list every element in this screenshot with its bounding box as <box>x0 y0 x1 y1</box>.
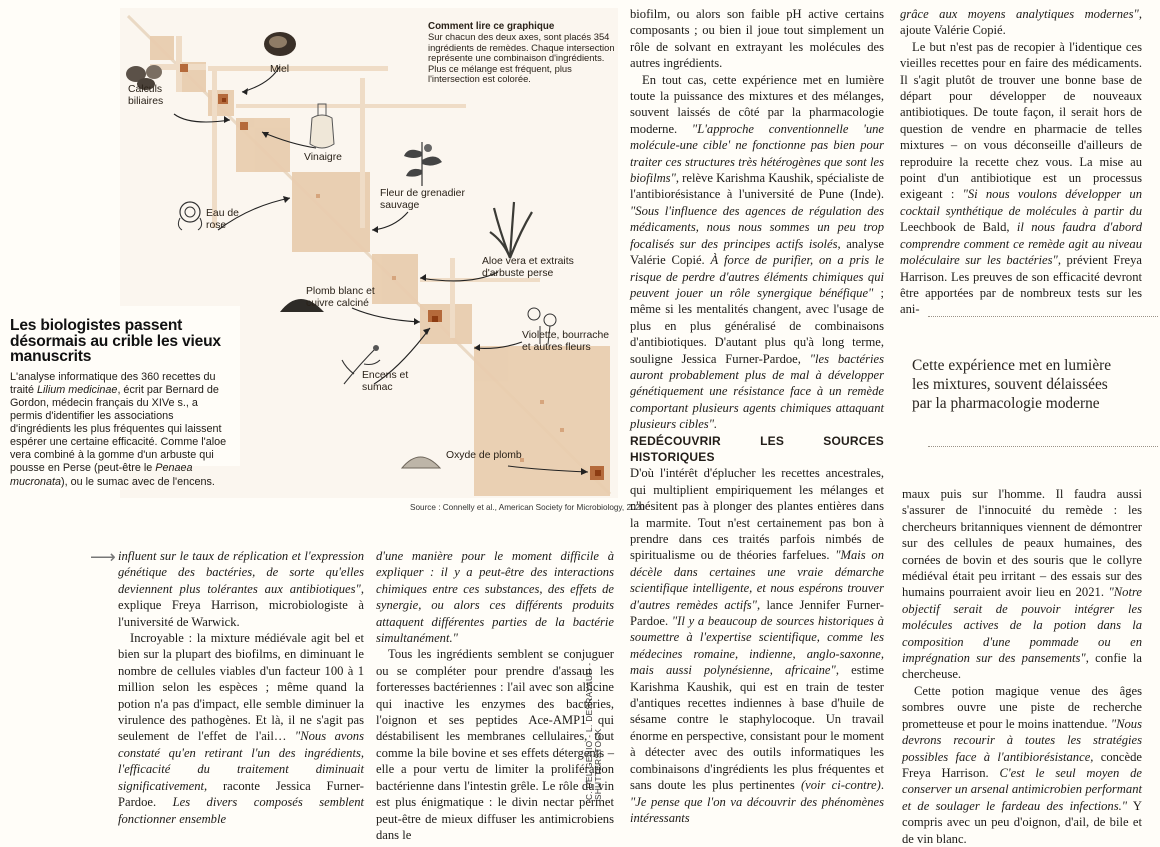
paragraph <box>900 39 1142 318</box>
column-bottom-1 <box>118 548 364 827</box>
text-run: ; même si les mentalités changent, avec l'usage de plus en plus généralisé de combinaisons d'antibiotiques. D'autant plus qu'à long terme, souligne Jessica Furner-Pardoe, <box>630 285 884 366</box>
quote: C'est le seul moyen de conserver un arsenal antimicrobien performant et de soulager le fardeau des infections." <box>902 765 1143 813</box>
text-run: , relève Karishma Kaushik, spécialiste de l'antibiorésistance à l'université de Pune (Inde). <box>630 171 884 202</box>
sidebar-text-italic-2: Penaea mucronata <box>10 462 193 488</box>
quote: "Sous l'influence des agences de régulation des médicaments, nous nous sommes un peu trop focalisés sur des principes actifs isolés, <box>630 203 884 251</box>
matrix-texture <box>392 276 396 280</box>
text-run: , explique Freya Harrison, microbiologiste à l'université de Warwick. <box>118 581 364 629</box>
quote: il nous faudra d'abord comprendre comment ce remède agit au niveau moléculaire sur les bactéries" <box>900 220 1142 268</box>
matrix-cell <box>208 66 388 71</box>
matrix-block <box>150 36 174 60</box>
quote: influent sur le taux de réplication et l'expression génétique des bactéries, de sorte qu'elles deviennent plus tolérantes aux antibiotiques" <box>118 549 364 596</box>
quote: "Il y a beaucoup de sources historiques à soumettre à l'expertise scientifique, comme les médecines romaine, indienne, anglo-saxonne, mais aussi polynésienne, africaine" <box>630 614 884 678</box>
quote: Les divers composés semblent fonctionner ensemble <box>118 795 364 826</box>
matrix-hotspot <box>180 64 188 72</box>
quote: "les bactéries auront probablement plus de mal à développer génétiquement une résistance face à un remède comportant plusieurs agents chimiques attaquant plusieurs cibles". <box>630 351 884 432</box>
paragraph <box>902 486 1142 683</box>
label-violette: Violette, bourrache et autres fleurs <box>522 330 610 353</box>
text-run: En tout cas, cette expérience met en lumière toute la puissance des mixtures et des mélanges, souvent laissés de côté par la pharmacologie moderne. <box>630 72 884 136</box>
label-plomb-blanc: Plomb blanc et cuivre calciné <box>306 286 375 309</box>
matrix-hotspot-dark <box>222 98 226 102</box>
quote: "L'approche conventionnelle 'une molécule-une cible' ne fonctionne pas bien pour traiter ces structures très hétérogènes que sont les biofilms" <box>630 121 885 186</box>
quote: "Notre objectif serait de pouvoir intégrer les molécules actives de la potion dans la composition d'une pommade ou en imprégnation sur des pansements" <box>902 585 1142 666</box>
text-run: Y compris avec un peu d'oignon, d'ail, de bile et de vin blanc. <box>902 798 1143 846</box>
arrowhead <box>372 226 378 233</box>
how-to-read-title: Comment lire ce graphique <box>428 21 555 32</box>
text-run: Cette potion magique venue des âges sombres ouvre une piste de recherche prometteuse et pour le moins inattendue. <box>902 683 1142 731</box>
matrix-hotspot-dark <box>595 470 601 476</box>
text-run: . <box>880 778 884 793</box>
sidebar-text-italic-1: Lilium medicinae <box>37 383 118 396</box>
arrowhead <box>414 318 420 325</box>
honeycomb-illustration <box>264 32 296 56</box>
column-top-right <box>900 6 1142 318</box>
paragraph <box>630 72 884 433</box>
quote: "Nous devrons recourir à toutes les stratégies possibles face à l'antibiorésistance, <box>902 716 1142 764</box>
text-run: D'où l'intérêt d'éplucher les recettes ancestrales, qui multiplient empiriquement les mélanges et n'hésitent pas à plonger des plantes entières dans la marmite. Tout n'est certainement pas bon à prendre dans ces traités parfois nimbés de spiritualisme ou de théories farfelues. <box>630 466 884 563</box>
arrowhead <box>283 196 290 203</box>
label-eau-de-rose: Eau de rose <box>206 208 239 231</box>
matrix-block <box>292 172 370 252</box>
text-run: raconte Jessica Furner-Pardoe. <box>118 778 364 810</box>
rose-illustration <box>178 202 201 230</box>
pull-quote-rule-top <box>928 316 1158 317</box>
label-vinaigre: Vinaigre <box>304 152 342 163</box>
text-run: , prévient Freya Harrison. Les preuves de son efficacité devront être apportées par de nombreux tests sur les ani- <box>900 253 1142 317</box>
quote: d'une manière pour le moment difficile à expliquer : il y a peut-être des interactions chimiques entre ces substances, des effets de synergie, ou alors ces différents produits attaquent différentes parties de la bactérie simultanément." <box>376 549 614 646</box>
label-aloe: Aloe vera et extraits d'arbuste perse <box>482 256 574 279</box>
photo-credit: C. DEL GENIO - L. DESRAYAUD - SHUTTERSTOCK <box>585 662 603 800</box>
label-grenadier: Fleur de grenadier sauvage <box>380 188 465 211</box>
text-run: , estime Karishma Kaushik, qui est en train de tester d'antiques recettes indiennes à base d'huile de sésame contre le staphylocoque. Un travail énorme en perspective, consistant pour le moment à détecter avec des outils informatiques les combinaisons d'ingrédients les plus fréquentes et sans doute les plus pertinentes <box>630 663 885 793</box>
how-to-read-note <box>428 22 618 84</box>
pomegranate-flower-illustration <box>404 142 442 186</box>
paragraph <box>902 683 1142 847</box>
paragraph <box>900 6 1142 39</box>
matrix-texture <box>540 400 544 404</box>
matrix-texture <box>316 194 320 198</box>
paragraph <box>118 548 364 630</box>
see-also-reference: (voir ci-contre) <box>800 778 881 793</box>
section-subhead: REDÉCOUVRIR LES SOURCES HISTORIQUES <box>630 433 884 464</box>
paragraph <box>118 630 364 827</box>
text-run: , ajoute Valérie Copié. <box>900 7 1142 38</box>
label-encens: Encens et sumac <box>362 370 409 393</box>
paragraph <box>630 465 884 826</box>
quote: "Si nous voulons développer un cocktail synthétique de molécules à partir du <box>900 187 1142 218</box>
label-oxyde: Oxyde de plomb <box>446 450 522 461</box>
matrix-hotspot-dark <box>432 316 438 322</box>
text-run: analyse Valérie Copié. <box>630 236 884 268</box>
pull-quote-rule-bottom <box>928 446 1158 447</box>
matrix-cell <box>236 104 466 108</box>
sidebar-text-2: , écrit par Bernard de Gordon, médecin français du XIVe s., a permis d'identifier les associations d'ingrédients les plus fréquentes qui laissent espérer une certaine efficacité. Comme l'aloe vera combiné à la gomme d'un arbuste qui pousse en Perse (peut-être le <box>10 383 227 475</box>
sidebar-title: Les biologistes passent désormais au crible les vieux manuscrits <box>10 317 221 366</box>
column-top-middle <box>630 6 884 826</box>
label-calculs-biliaires: Calculs biliaires <box>128 84 164 107</box>
matrix-block <box>420 304 472 344</box>
matrix-cell <box>360 78 365 228</box>
text-run: Incroyable : la mixture médiévale agit bel et bien sur la plupart des biofilms, en diminuant le nombre de cellules viables d'un facteur 100 à 1 million selon les espèces ; même quand la potion n'a pas d'impact, elle semble diminuer la virulence des pathogènes. Et là, il ne s'agit pas seulement de l'effet de l'ail… <box>118 631 364 744</box>
quote: "Mais on décèle dans certaines une vraie démarche scientifique intelligente, et nous espérons trouver d'autres remèdes actifs" <box>630 548 885 612</box>
text-run: maux puis sur l'homme. Il faudra aussi s'assurer de l'innocuité du remède : les chercheurs britanniques viennent de démontrer sur des cellules de peaux humaines, des cornées de bovin et des souris que le collyre médiéval était peu irritant – des essais sur des humains pourraient avoir lieu en 2021. <box>902 487 1142 600</box>
quote: "Je pense que l'on va découvrir des phénomènes intéressants <box>630 794 884 825</box>
sidebar-text-1: L'analyse informatique des 360 recettes du traité <box>10 370 216 396</box>
matrix-texture <box>560 428 564 432</box>
figure-source: Source : Connelly et al., American Society for Microbiology, 2020 <box>410 503 645 512</box>
arrow-plomb <box>352 308 420 322</box>
quote: "Nous avons constaté qu'en retirant l'un des ingrédients, l'efficacité du traitement diminuait significativement, <box>118 729 364 793</box>
continuation-arrow-icon: ⟶ <box>90 547 116 568</box>
aloe-illustration <box>490 202 532 258</box>
text-run: Le but n'est pas de recopier à l'identique ces vieilles recettes pour en faire des médicaments. Il s'agit plutôt de trouver une bonne base de départ pour développer de nouveaux antibiotiques. De toute façon, il serait hors de question de vendre en pharmacie de telles mixtures – on vous déconseille d'ailleurs de reproduire la recette chez vous. La mise au point d'un antibiotique est un processus exigeant : <box>900 39 1142 202</box>
text-run: concède Freya Harrison. <box>902 749 1142 780</box>
lead-oxide-illustration <box>402 457 440 468</box>
matrix-cell <box>450 258 455 338</box>
column-bottom-3 <box>902 486 1142 847</box>
sidebar-text <box>10 371 232 489</box>
pull-quote: Cette expérience met en lumière les mixtures, souvent délaissées par la pharmacologie moderne <box>912 357 1112 412</box>
vinegar-bottle-illustration <box>310 104 334 148</box>
quote: grâce aux moyens analytiques modernes" <box>900 7 1139 21</box>
paragraph: Tous les ingrédients semblent se conjuguer ou se compléter pour prendre d'assaut les forteresses bactériennes : l'ail avec son allicine qui inactive les enzymes des bactéries, l'oignon et ses peptides Ace-AMP1 qui déstabilisent les membranes cellulaires, tout comme la bile bovine et ses effets détergents – elle a pour vertu de limiter la prolifération bactérienne dans l'intestin grêle. Le rôle du vin est plus énigmatique : le divin nectar permet peut-être de mieux diffuser les antimicrobiens dans le <box>376 647 614 842</box>
text-run: Leechbook de Bald, <box>900 220 1017 235</box>
how-to-read-text: Sur chacun des deux axes, sont placés 354 ingrédients de remèdes. Chaque intersection représente une combinaison d'ingrédients. Plus ce mélange est fréquent, plus l'intersection est colorée. <box>428 31 615 85</box>
arrowhead <box>242 88 248 95</box>
quote: À force de purifier, on a pris le risque de perdre d'autres éléments chimiques qui peuvent jouer un rôle synergique bénéfique" <box>630 253 884 300</box>
sidebar-text-3: ), ou le sumac avec de l'encens. <box>61 475 215 488</box>
text-run: , lance Jennifer Furner-Pardoe. <box>630 597 884 629</box>
matrix-cell <box>212 68 217 228</box>
matrix-block <box>474 346 610 496</box>
paragraph <box>376 548 614 646</box>
label-miel: Miel <box>270 64 290 75</box>
column-bottom-2 <box>376 548 614 843</box>
sidebar-box <box>0 306 240 488</box>
paragraph: biofilm, ou alors son faible pH active certains composants ; ou bien il joue tout simplement un rôle de solvant en extrayant les molécules des autres ingrédients. <box>630 7 884 71</box>
text-run: , confie la chercheuse. <box>902 651 1143 682</box>
matrix-hotspot <box>240 122 248 130</box>
